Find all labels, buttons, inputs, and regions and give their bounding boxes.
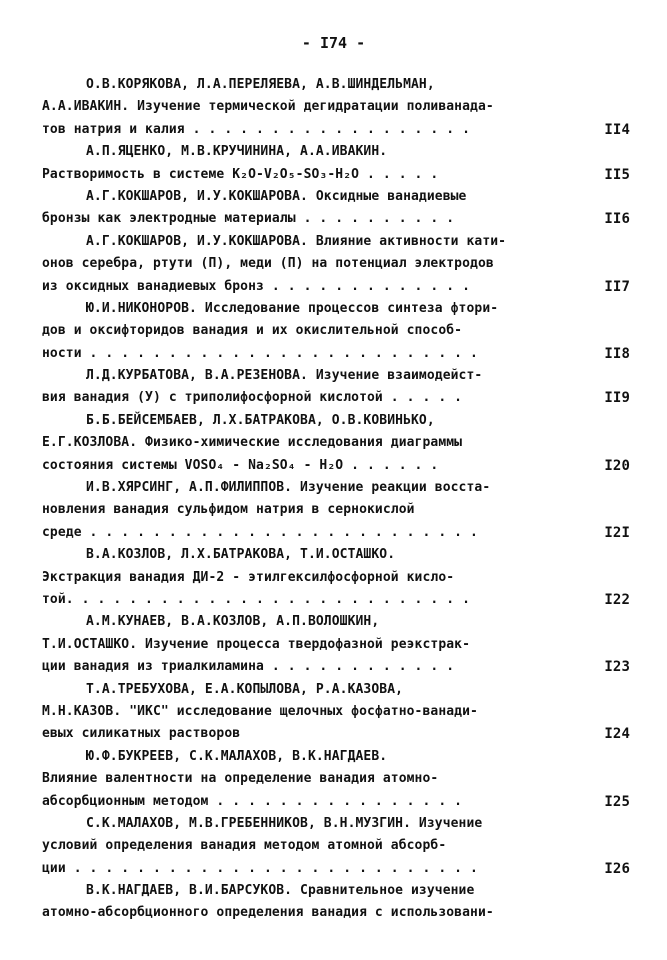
entry-text-line (42, 656, 632, 678)
entry-line-text: ции . . . . . . . . . . . . . . . . . . . . . . . . . . (42, 860, 478, 876)
entry-line-text: онов серебра, ртути (П), меди (П) на потенциал электродов (42, 256, 494, 272)
entry-line-text: тов натрия и калия . . . . . . . . . . . . . . . . . . (42, 121, 471, 137)
entry-text-line (42, 902, 632, 924)
entry-authors-line (42, 365, 632, 387)
toc-entry (42, 880, 632, 925)
entry-line-text: Экстракция ванадия ДИ-2 - этилгексилфосфорной кисло- (42, 569, 455, 585)
entry-authors-line (42, 410, 632, 432)
entry-authors-line (42, 74, 632, 96)
entry-authors-line (42, 544, 632, 566)
entry-line-text: Ю.Ф.БУКРЕЕВ, С.К.МАЛАХОВ, В.К.НАГДАЕВ. (86, 748, 388, 764)
entry-authors-line (42, 477, 632, 499)
toc-entry (42, 141, 632, 186)
entry-line-text: А.П.ЯЦЕНКО, М.В.КРУЧИНИНА, А.А.ИВАКИН. (86, 144, 388, 160)
entry-text-line (42, 208, 632, 230)
entry-line-text: дов и оксифторидов ванадия и их окислительной способ- (42, 323, 463, 339)
entry-text-line (42, 96, 632, 118)
toc-entry (42, 231, 632, 298)
toc-entry (42, 544, 632, 611)
entry-line-text: О.В.КОРЯКОВА, Л.А.ПЕРЕЛЯЕВА, А.В.ШИНДЕЛЬМАН, (86, 77, 435, 92)
entry-line-text: Влияние валентности на определение ванадия атомно- (42, 771, 439, 787)
entry-text-line (42, 119, 632, 141)
entry-text-line (42, 589, 632, 611)
entry-line-text: новления ванадия сульфидом натрия в сернокислой (42, 502, 415, 518)
toc-entry (42, 477, 632, 544)
entry-line-text: той. . . . . . . . . . . . . . . . . . . . . . . . . . (42, 591, 471, 607)
entry-line-text: бронзы как электродные материалы . . . . . . . . . . (42, 211, 455, 227)
entry-line-text: состояния системы VOSO₄ - Na₂SO₄ - H₂O . . . . . . (42, 457, 439, 473)
toc-entry (42, 74, 632, 141)
entry-line-text: среде . . . . . . . . . . . . . . . . . . . . . . . . . (42, 524, 478, 540)
toc-entry (42, 611, 632, 678)
entry-text-line (42, 522, 632, 544)
toc-entry (42, 186, 632, 231)
entry-page-number: I23 (604, 659, 630, 676)
entry-page-number: I20 (604, 457, 630, 474)
entry-authors-line (42, 880, 632, 902)
entry-text-line (42, 634, 632, 656)
entry-line-text: евых силикатных растворов (42, 726, 241, 742)
entry-text-line (42, 276, 632, 298)
entry-line-text: Растворимость в системе K₂O-V₂O₅-SO₃-H₂O . . . . . (42, 166, 439, 182)
entry-text-line (42, 343, 632, 365)
entry-page-number: II8 (604, 345, 630, 362)
entry-text-line (42, 253, 632, 275)
entry-text-line (42, 499, 632, 521)
page-number: - I74 - (301, 34, 366, 52)
entry-line-text: Л.Д.КУРБАТОВА, В.А.РЕЗЕНОВА. Изучение взаимодейст- (86, 368, 483, 384)
entry-line-text: Ю.И.НИКОНОРОВ. Исследование процессов синтеза фтори- (86, 300, 499, 316)
entry-line-text: Т.И.ОСТАШКО. Изучение процесса твердофазной реэкстрак- (42, 636, 471, 652)
entry-text-line (42, 791, 632, 813)
entry-text-line (42, 723, 632, 745)
entry-text-line (42, 858, 632, 880)
toc-entry (42, 746, 632, 813)
entry-line-text: В.К.НАГДАЕВ, В.И.БАРСУКОВ. Сравнительное изучение (86, 883, 475, 899)
entry-page-number: II9 (604, 390, 630, 407)
toc-entry (42, 410, 632, 477)
entry-line-text: Е.Г.КОЗЛОВА. Физико-химические исследования диаграммы (42, 435, 463, 451)
entry-text-line (42, 320, 632, 342)
entry-page-number: I25 (604, 793, 630, 810)
entry-text-line (42, 701, 632, 723)
entry-authors-line (42, 611, 632, 633)
entry-page-number: II5 (604, 166, 630, 183)
toc-entry (42, 813, 632, 880)
entry-text-line (42, 768, 632, 790)
entry-line-text: А.Г.КОКШАРОВ, И.У.КОКШАРОВА. Оксидные ванадиевые (86, 188, 467, 204)
toc-entry (42, 365, 632, 410)
entry-line-text: И.В.ХЯРСИНГ, А.П.ФИЛИППОВ. Изучение реакции восста- (86, 480, 491, 496)
entry-text-line (42, 567, 632, 589)
entry-authors-line (42, 298, 632, 320)
entry-page-number: I2I (604, 524, 630, 541)
toc-entry (42, 679, 632, 746)
entry-line-text: ции ванадия из триалкиламина . . . . . . . . . . . . (42, 659, 455, 675)
entry-line-text: ности . . . . . . . . . . . . . . . . . . . . . . . . . (42, 345, 478, 361)
entry-authors-line (42, 813, 632, 835)
entry-page-number: II7 (604, 278, 630, 295)
entry-line-text: М.Н.КАЗОВ. "ИКС" исследование щелочных фосфатно-ванади- (42, 703, 478, 719)
entry-line-text: А.А.ИВАКИН. Изучение термической дегидратации поливанада- (42, 99, 494, 115)
entry-page-number: II4 (604, 121, 630, 138)
entry-authors-line (42, 231, 632, 253)
entry-line-text: абсорбционным методом . . . . . . . . . . . . . . . . (42, 793, 463, 809)
entry-page-number: II6 (604, 211, 630, 228)
table-of-contents (42, 74, 632, 925)
entry-line-text: атомно-абсорбционного определения ванадия с использовани- (42, 905, 494, 921)
entry-line-text: вия ванадия (У) с триполифосфорной кислотой . . . . . (42, 390, 463, 406)
entry-authors-line (42, 746, 632, 768)
entry-page-number: I26 (604, 860, 630, 877)
entry-line-text: из оксидных ванадиевых бронз . . . . . . . . . . . . . (42, 278, 471, 294)
entry-text-line (42, 835, 632, 857)
entry-authors-line (42, 679, 632, 701)
entry-line-text: С.К.МАЛАХОВ, М.В.ГРЕБЕННИКОВ, В.Н.МУЗГИН. Изучение (86, 815, 483, 831)
entry-line-text: А.Г.КОКШАРОВ, И.У.КОКШАРОВА. Влияние активности кати- (86, 233, 507, 249)
entry-page-number: I22 (604, 591, 630, 608)
entry-authors-line (42, 141, 632, 163)
entry-text-line (42, 432, 632, 454)
entry-authors-line (42, 186, 632, 208)
entry-line-text: Б.Б.БЕЙСЕМБАЕВ, Л.Х.БАТРАКОВА, О.В.КОВИНЬКО, (86, 412, 435, 428)
entry-text-line (42, 387, 632, 409)
entry-line-text: Т.А.ТРЕБУХОВА, Е.А.КОПЫЛОВА, Р.А.КАЗОВА, (86, 681, 404, 697)
toc-entry (42, 298, 632, 365)
entry-line-text: условий определения ванадия методом атомной абсорб- (42, 838, 447, 854)
entry-text-line (42, 455, 632, 477)
entry-line-text: В.А.КОЗЛОВ, Л.Х.БАТРАКОВА, Т.И.ОСТАШКО. (86, 547, 396, 563)
entry-page-number: I24 (604, 726, 630, 743)
entry-line-text: А.М.КУНАЕВ, В.А.КОЗЛОВ, А.П.ВОЛОШКИН, (86, 614, 380, 630)
entry-text-line (42, 164, 632, 186)
